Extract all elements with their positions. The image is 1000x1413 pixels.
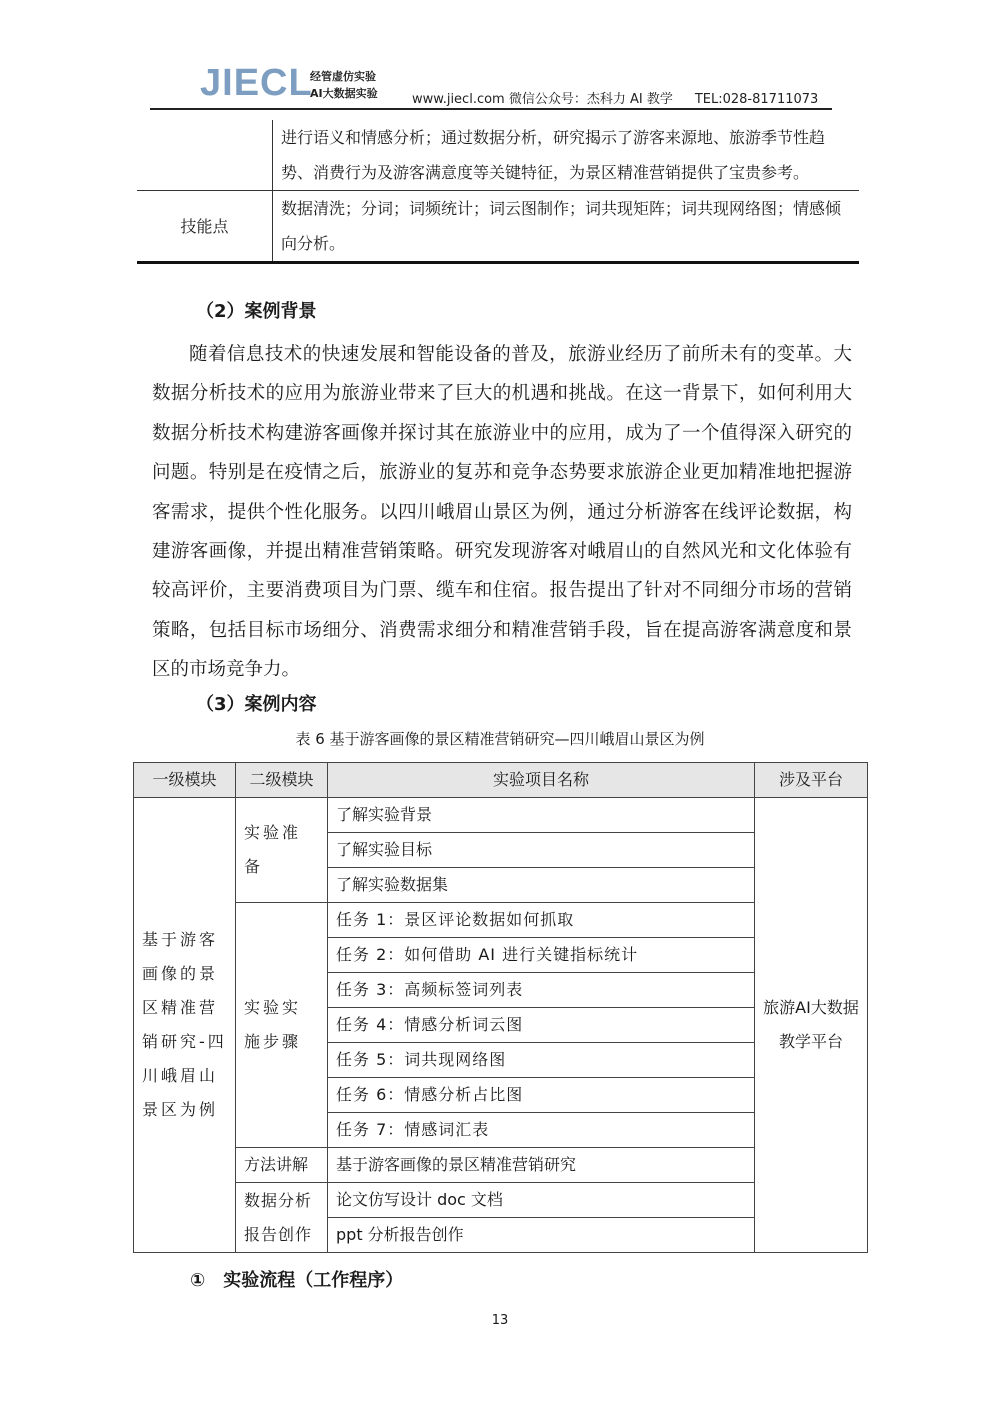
project-item: 任务 4：情感分析词云图 (328, 1008, 755, 1043)
project-item: 任务 1：景区评论数据如何抓取 (328, 903, 755, 938)
background-paragraph: 随着信息技术的快速发展和智能设备的普及，旅游业经历了前所未有的变革。大数据分析技术的应用为旅游业带来了巨大的机遇和挑战。在这一背景下，如何利用大数据分析技术构建游客画像并探讨其在旅游业中的应用，成为了一个值得深入研究的问题。特别是在疫情之后，旅游业的复苏和竞争态势要求旅游企业更加精准地把握游客需求，提供个性化服务。以四川峨眉山景区为例，通过分析游客在线评论数据，构建游客画像，并提出精准营销策略。研究发现游客对峨眉山的自然风光和文化体验有较高评价，主要消费项目为门票、缆车和住宿。报告提出了针对不同细分市场的营销策略，包括目标市场细分、消费需求细分和精准营销手段，旨在提高游客满意度和景区的市场竞争力。 (152, 344, 852, 681)
module2-method: 方法讲解 (236, 1148, 328, 1183)
intro-row-continued (137, 120, 859, 191)
header-contact (412, 88, 818, 107)
section-heading-background: （2）案例背景 (196, 301, 317, 322)
header-platform: 涉及平台 (755, 763, 868, 798)
project-item: 任务 6：情感分析占比图 (328, 1078, 755, 1113)
module2-prep: 实验准备 (236, 798, 328, 903)
platform-cell: 旅游AI大数据教学平台 (755, 798, 868, 1253)
project-item: ppt 分析报告创作 (328, 1218, 755, 1253)
project-item: 论文仿写设计 doc 文档 (328, 1183, 755, 1218)
module2-steps: 实验实施步骤 (236, 903, 328, 1148)
intro-table (137, 120, 859, 264)
contact-info: www.jiecl.com 微信公众号：杰科力 AI 教学 (412, 92, 673, 107)
skill-text: 数据清洗；分词；词频统计；词云图制作；词共现矩阵；词共现网络图；情感倾向分析。 (273, 191, 860, 263)
project-item: 了解实验目标 (328, 833, 755, 868)
project-item: 任务 5：词共现网络图 (328, 1043, 755, 1078)
telephone: TEL:028-81711073 (694, 92, 819, 107)
project-item: 了解实验数据集 (328, 868, 755, 903)
company-logo: JIECL (200, 62, 313, 104)
section-heading-content: （3）案例内容 (196, 694, 317, 715)
table-caption: 表 6 基于游客画像的景区精准营销研究—四川峨眉山景区为例 (295, 730, 705, 748)
module2-report: 数据分析报告创作 (236, 1183, 328, 1253)
project-item: 任务 2：如何借助 AI 进行关键指标统计 (328, 938, 755, 973)
continued-text: 进行语义和情感分析；通过数据分析，研究揭示了游客来源地、旅游季节性趋势、消费行为及游客满意度等关键特征，为景区精准营销提供了宝贵参考。 (281, 128, 826, 182)
header-module1: 一级模块 (134, 763, 236, 798)
header-project: 实验项目名称 (328, 763, 755, 798)
section-heading-workflow: ① 实验流程（工作程序） (190, 1270, 404, 1291)
project-item: 任务 7：情感词汇表 (328, 1113, 755, 1148)
module1-cell: 基于游客画像的景区精准营销研究-四川峨眉山景区为例 (134, 798, 236, 1253)
page-header (150, 62, 832, 110)
content-table (133, 762, 868, 1253)
logo-tagline: 经管虚仿实验 AI大数据实验 (310, 70, 378, 100)
header-module2: 二级模块 (236, 763, 328, 798)
intro-row-skills (137, 191, 859, 263)
table-header-row (134, 763, 868, 798)
project-item: 了解实验背景 (328, 798, 755, 833)
project-item: 基于游客画像的景区精准营销研究 (328, 1148, 755, 1183)
project-item: 任务 3：高频标签词列表 (328, 973, 755, 1008)
page-number: 13 (491, 1313, 509, 1328)
table-row (134, 798, 868, 833)
skill-label: 技能点 (137, 191, 273, 263)
